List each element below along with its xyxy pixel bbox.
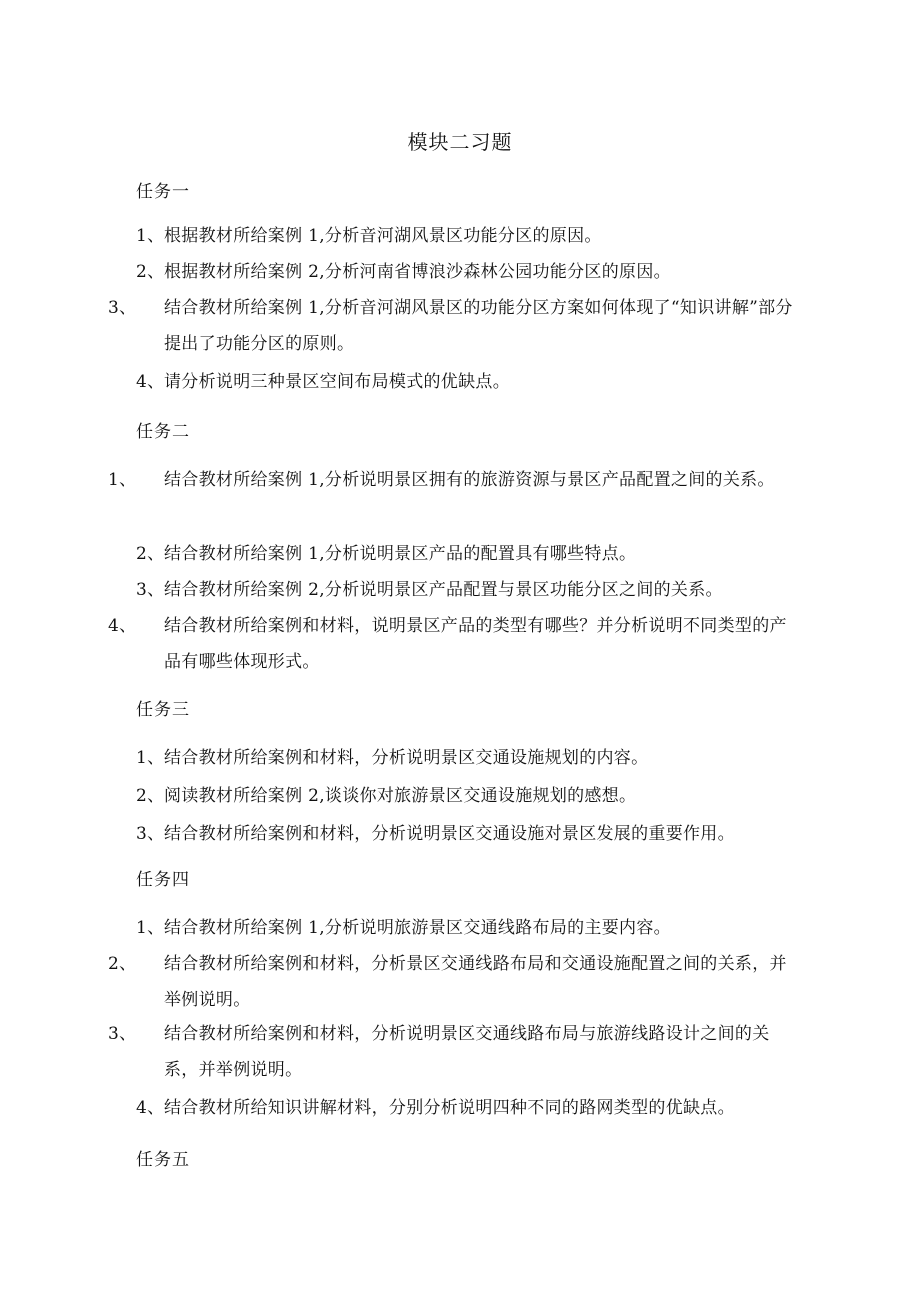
item-number: 4、: [108, 616, 137, 636]
item-number: 1、: [108, 470, 137, 490]
item-text: 结合教材所给案例 1,分析说明旅游景区交通线路布局的主要内容。: [164, 918, 671, 938]
item-text: 根据教材所给案例 1,分析音河湖风景区功能分区的原因。: [164, 226, 602, 246]
task-heading-4: 任务四: [136, 870, 190, 890]
task-heading-2: 任务二: [136, 422, 190, 442]
item-number: 2、: [136, 544, 165, 564]
item-number: 3、: [136, 580, 165, 600]
item-text: 结合教材所给案例和材料，分析说明景区交通设施规划的内容。: [164, 748, 649, 768]
task-heading-5: 任务五: [136, 1150, 190, 1170]
task-heading-1: 任务一: [136, 182, 190, 202]
item-number: 1、: [136, 226, 165, 246]
exercise-item: [136, 740, 796, 776]
item-number: 3、: [108, 298, 137, 318]
item-text: 阅读教材所给案例 2,谈谈你对旅游景区交通设施规划的感想。: [164, 786, 637, 806]
item-number: 4、: [136, 372, 165, 392]
item-number: 2、: [136, 786, 165, 806]
item-text: 请分析说明三种景区空间布局模式的优缺点。: [164, 372, 510, 392]
item-text: 结合教材所给案例 1,分析说明景区产品的配置具有哪些特点。: [164, 544, 637, 564]
exercise-item: [136, 910, 796, 946]
item-text: 结合教材所给案例 1,分析说明景区拥有的旅游资源与景区产品配置之间的关系。: [164, 470, 775, 490]
item-text: 结合教材所给案例和材料，分析景区交通线路布局和交通设施配置之间的关系，并举例说明。: [164, 954, 787, 1010]
item-text: 结合教材所给案例 1,分析音河湖风景区的功能分区方案如何体现了“知识讲解”部分提出了功能分区的原则。: [164, 298, 793, 354]
item-text: 根据教材所给案例 2,分析河南省博浪沙森林公园功能分区的原因。: [164, 262, 671, 282]
exercise-item: [136, 536, 796, 572]
exercise-item: [136, 254, 796, 290]
item-number: 3、: [108, 1024, 137, 1044]
item-text: 结合教材所给案例 2,分析说明景区产品配置与景区功能分区之间的关系。: [164, 580, 723, 600]
exercise-item: [108, 608, 796, 680]
item-number: 1、: [136, 748, 165, 768]
item-text: 结合教材所给知识讲解材料，分别分析说明四种不同的路网类型的优缺点。: [164, 1098, 735, 1118]
exercise-item: [108, 946, 796, 1018]
item-text: 结合教材所给案例和材料，说明景区产品的类型有哪些？并分析说明不同类型的产品有哪些体现形式。: [164, 616, 787, 672]
item-text: 结合教材所给案例和材料，分析说明景区交通线路布局与旅游线路设计之间的关系，并举例说明。: [164, 1024, 770, 1080]
item-number: 3、: [136, 824, 165, 844]
item-number: 1、: [136, 918, 165, 938]
task-heading-3: 任务三: [136, 700, 190, 720]
exercise-item: [108, 290, 796, 362]
exercise-item: [136, 572, 796, 608]
item-number: 4、: [136, 1098, 165, 1118]
item-number: 2、: [108, 954, 137, 974]
exercise-item: [108, 1016, 796, 1088]
exercise-item: [136, 816, 796, 852]
exercise-item: [136, 778, 796, 814]
page-title: 模块二习题: [407, 130, 513, 154]
exercise-item: [136, 1090, 796, 1126]
item-text: 结合教材所给案例和材料，分析说明景区交通设施对景区发展的重要作用。: [164, 824, 735, 844]
exercise-item: [108, 462, 796, 498]
exercise-item: [136, 364, 796, 400]
exercise-item: [136, 218, 796, 254]
item-number: 2、: [136, 262, 165, 282]
